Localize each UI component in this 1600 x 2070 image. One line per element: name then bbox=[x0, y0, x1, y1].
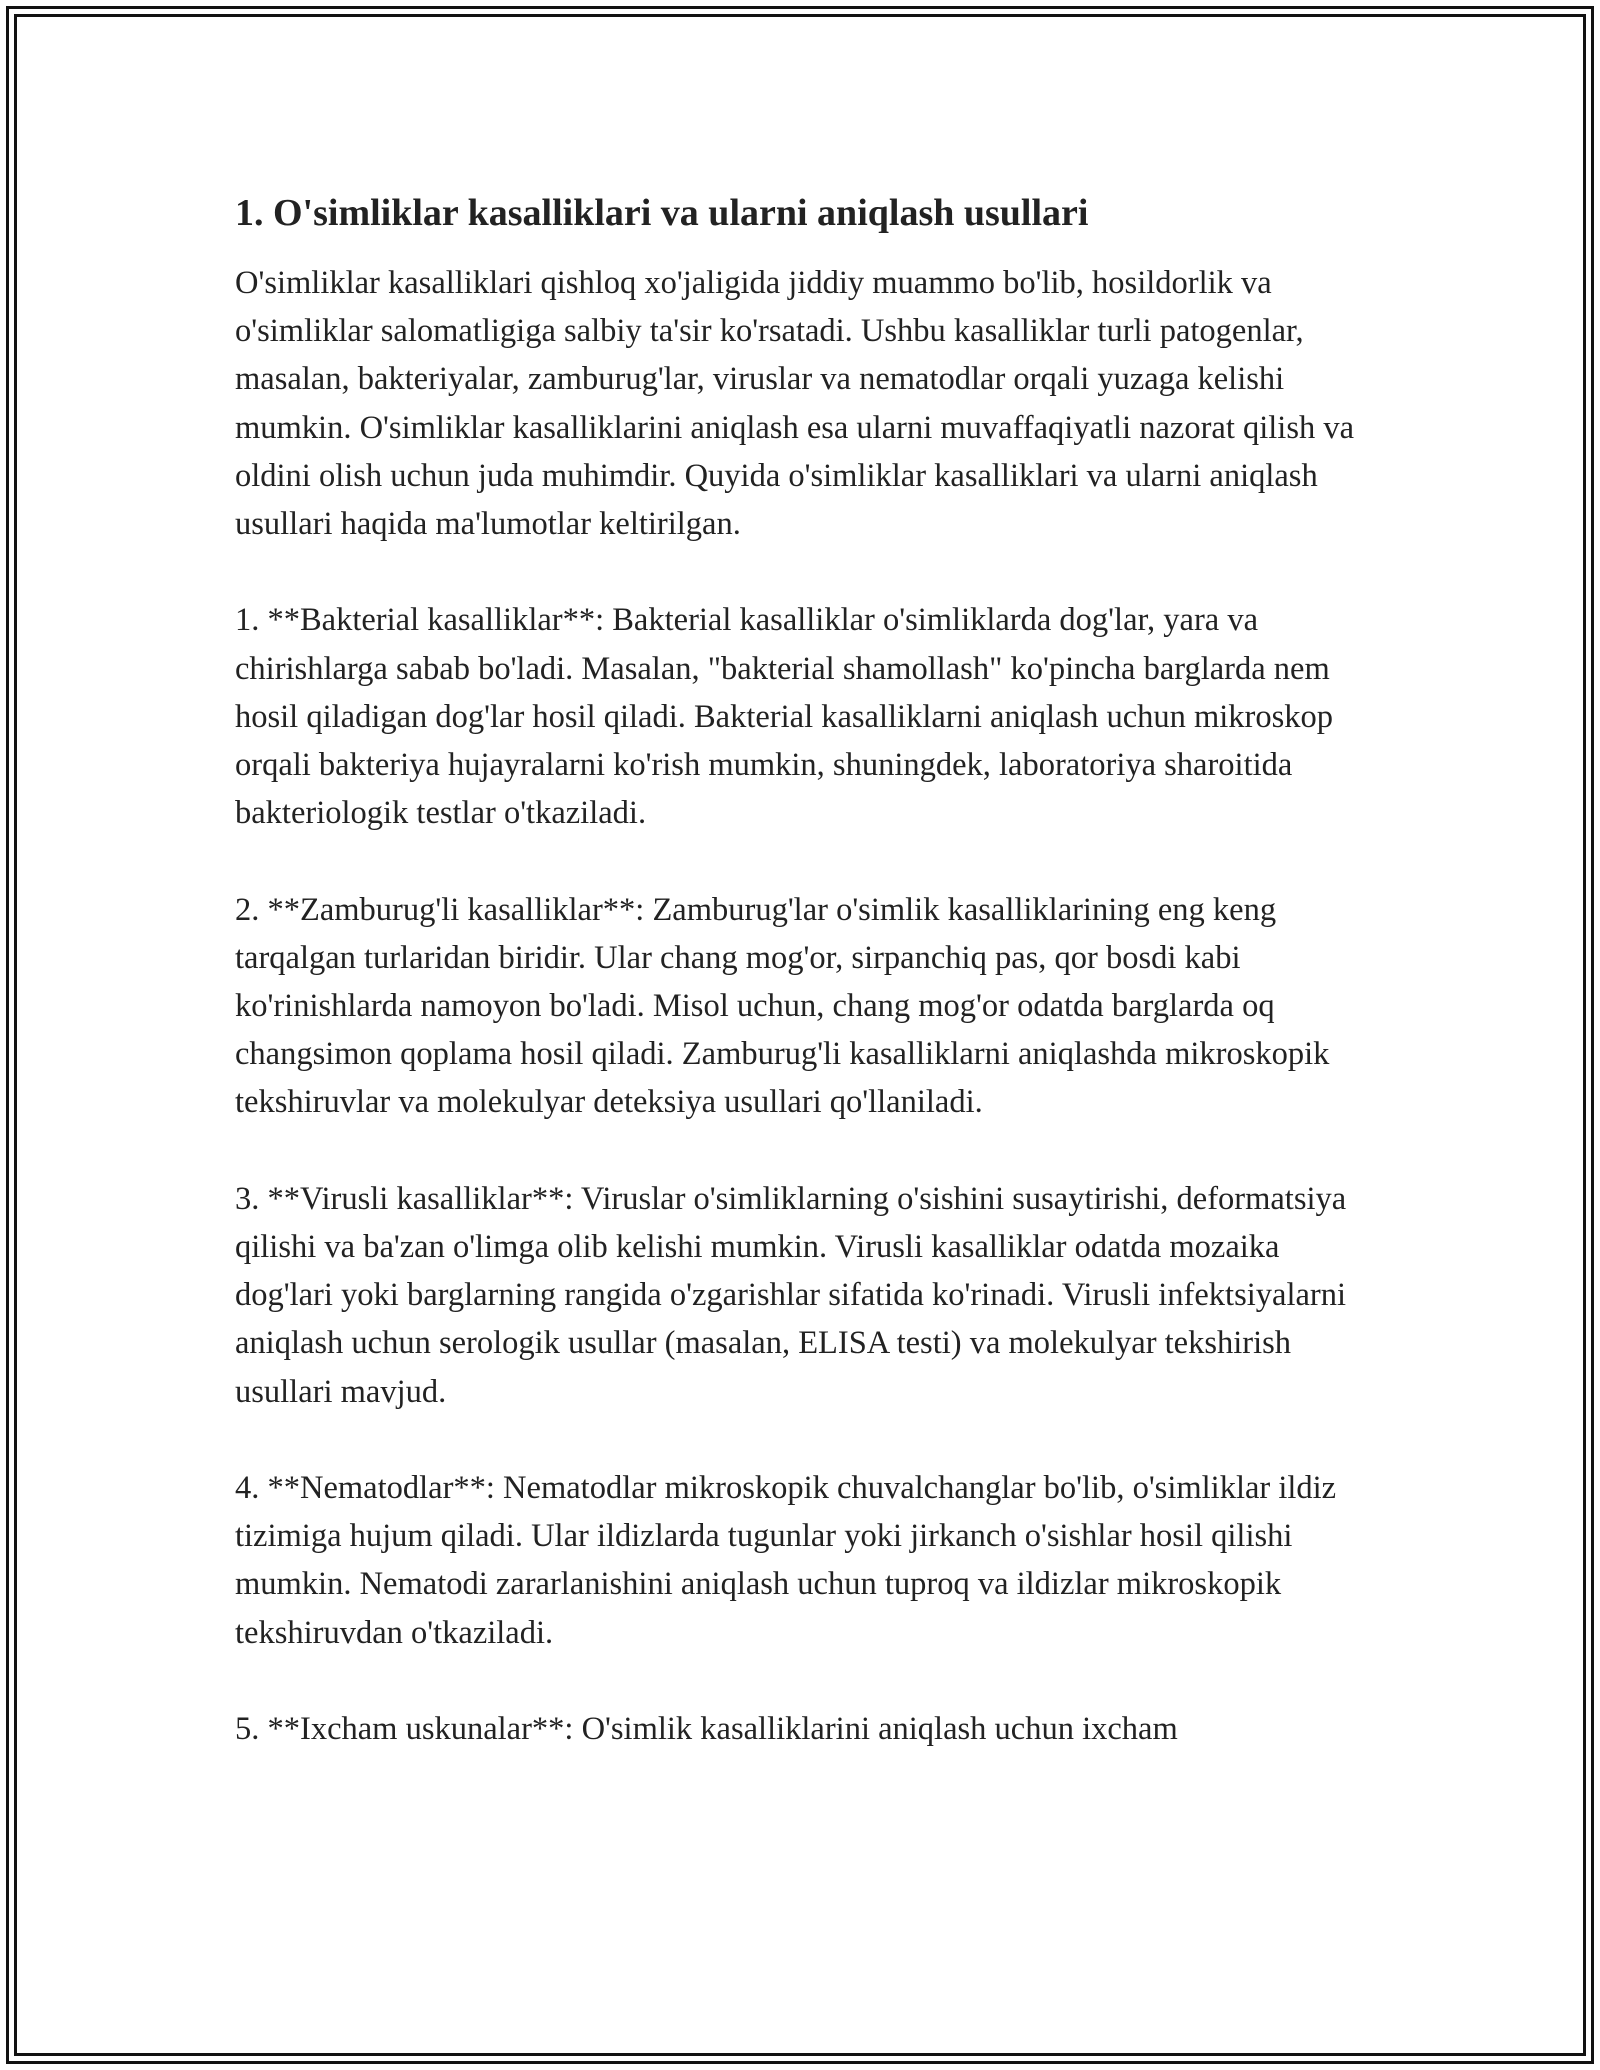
fungal-diseases-paragraph: 2. **Zamburug'li kasalliklar**: Zamburug'lar o'simlik kasalliklarining eng keng tarqalgan turlaridan biridir. Ular chang mog'or, sirpanchiq pas, qor bosdi kabi ko'rinishlarda namoyon bo'ladi. Misol uchun, chang mog'or odatda barglarda oq changsimon qoplama hosil qiladi. Zamburug'li kasalliklarni aniqlashda mikroskopik tekshiruvlar va molekulyar deteksiya usullari qo'llaniladi. bbox=[235, 891, 1330, 1121]
document-title: 1. O'simliklar kasalliklari va ularni aniqlash usullari bbox=[235, 192, 1089, 234]
intro-paragraph: O'simliklar kasalliklari qishloq xo'jaligida jiddiy muammo bo'lib, hosildorlik va o'simliklar salomatligiga salbiy ta'sir ko'rsatadi. Ushbu kasalliklar turli patogenlar, masalan, bakteriyalar, zamburug'lar, viruslar va nematodlar orqali yuzaga kelishi mumkin. O'simliklar kasalliklarini aniqlash esa ularni muvaffaqiyatli nazorat qilish va oldini olish uchun juda muhimdir. Quyida o'simliklar kasalliklari va ularni aniqlash usullari haqida ma'lumotlar keltirilgan. bbox=[235, 265, 1355, 543]
viral-diseases-paragraph: 3. **Virusli kasalliklar**: Viruslar o'simliklarning o'sishini susaytirishi, deformatsiya qilishi va ba'zan o'limga olib kelishi mumkin. Virusli kasalliklar odatda mozaika dog'lari yoki barglarning rangida o'zgarishlar sifatida ko'rinadi. Virusli infektsiyalarni aniqlash uchun serologik usullar (masalan, ELISA testi) va molekulyar tekshirish usullari mavjud. bbox=[235, 1180, 1347, 1410]
bacterial-diseases-paragraph: 1. **Bakterial kasalliklar**: Bakterial kasalliklar o'simliklarda dog'lar, yara va chirishlarga sabab bo'ladi. Masalan, "bakterial shamollash" ko'pincha barglarda nem hosil qiladigan dog'lar hosil qiladi. Bakterial kasalliklarni aniqlash uchun mikroskop orqali bakteriya hujayralarni ko'rish mumkin, shuningdek, laboratoriya sharoitida bakteriologik testlar o'tkaziladi. bbox=[235, 602, 1334, 832]
document-body bbox=[235, 185, 1385, 1753]
compact-equipment-paragraph: 5. **Ixcham uskunalar**: O'simlik kasalliklarini aniqlash uchun ixcham bbox=[235, 1711, 1178, 1748]
nematodes-paragraph: 4. **Nematodlar**: Nematodlar mikroskopik chuvalchanglar bo'lib, o'simliklar ildiz tizimiga hujum qiladi. Ular ildizlarda tugunlar yoki jirkanch o'sishlar hosil qilishi mumkin. Nematodi zararlanishini aniqlash uchun tuproq va ildizlar mikroskopik tekshiruvdan o'tkaziladi. bbox=[235, 1470, 1337, 1651]
